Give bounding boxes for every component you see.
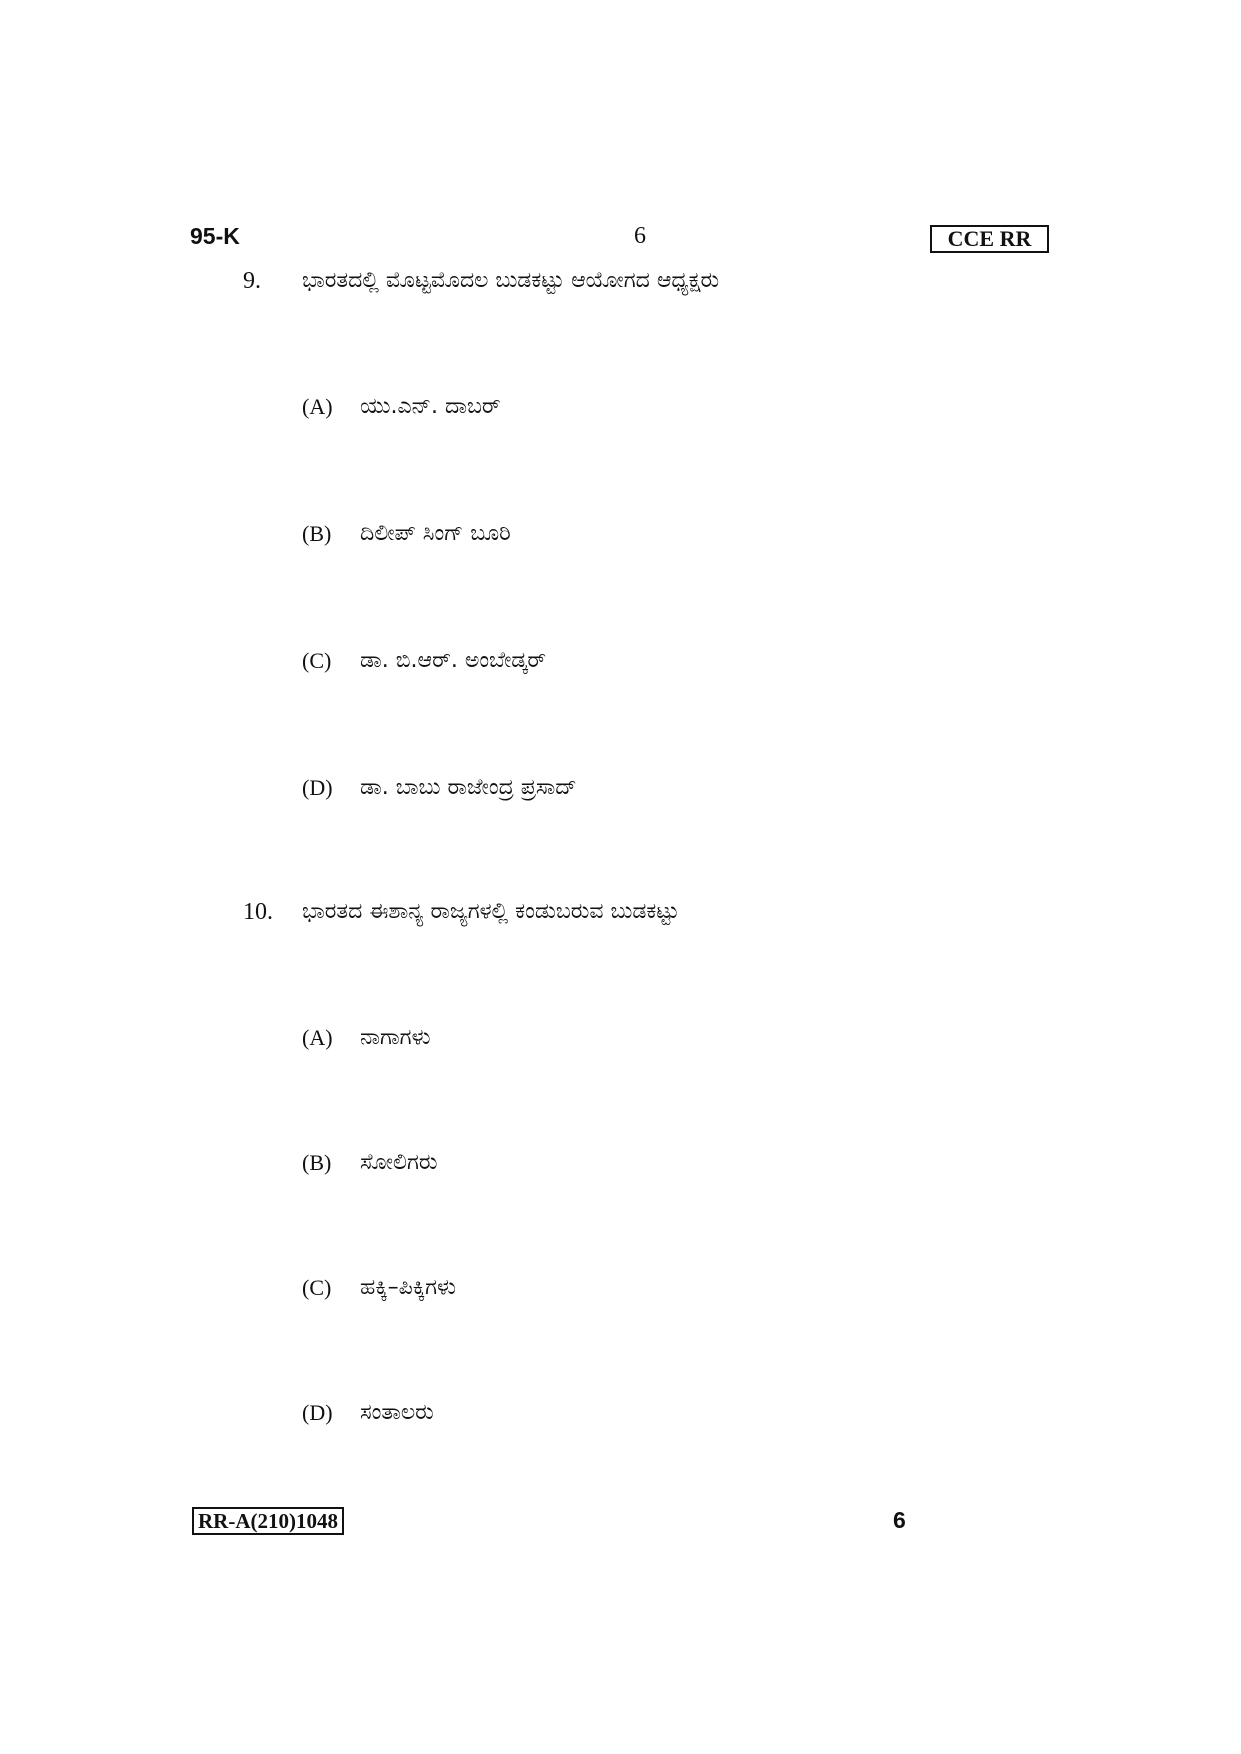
option-letter: (A) <box>302 394 333 419</box>
option-letter: (C) <box>302 1275 332 1300</box>
option-letter: (D) <box>302 1400 333 1425</box>
option-letter: (C) <box>302 648 332 673</box>
option-letter: (B) <box>302 1150 332 1175</box>
footer-code-box: RR-A(210)1048 <box>192 1507 344 1535</box>
option-text: ಡಾ. ಬಾಬು ರಾಜೇಂದ್ರ ಪ್ರಸಾದ್ <box>360 775 577 800</box>
page-number-top: 6 <box>634 223 646 249</box>
question-number: 9. <box>243 268 261 294</box>
option-text: ಸಂತಾಲರು <box>360 1400 434 1425</box>
page-number-bottom: 6 <box>893 1507 906 1533</box>
option-text: ಡಾ. ಬಿ.ಆರ್. ಅಂಬೇಡ್ಕರ್ <box>360 648 547 673</box>
option-text: ಯು.ಎನ್. ದಾಬರ್ <box>360 394 501 419</box>
option-text: ನಾಗಾಗಳು <box>360 1025 431 1050</box>
exam-label-box: CCE RR <box>930 225 1049 253</box>
option-letter: (B) <box>302 521 332 546</box>
option-text: ಸೋಲಿಗರು <box>360 1150 438 1175</box>
option-letter: (A) <box>302 1025 333 1050</box>
option-letter: (D) <box>302 775 333 800</box>
question-text: ಭಾರತದಲ್ಲಿ ಮೊಟ್ಟಮೊದಲ ಬುಡಕಟ್ಟು ಆಯೋಗದ ಆಧ್ಯಕ್ಷರು <box>302 268 720 293</box>
question-text: ಭಾರತದ ಈಶಾನ್ಯ ರಾಜ್ಯಗಳಲ್ಲಿ ಕಂಡುಬರುವ ಬುಡಕಟ್ಟು <box>302 899 680 924</box>
paper-code: 95-K <box>190 223 240 249</box>
option-text: ಹಕ್ಕಿ–ಪಿಕ್ಕಿಗಳು <box>360 1275 456 1300</box>
option-text: ದಿಲೀಪ್ ಸಿಂಗ್ ಬೂರಿ <box>360 521 511 546</box>
question-number: 10. <box>243 899 273 925</box>
